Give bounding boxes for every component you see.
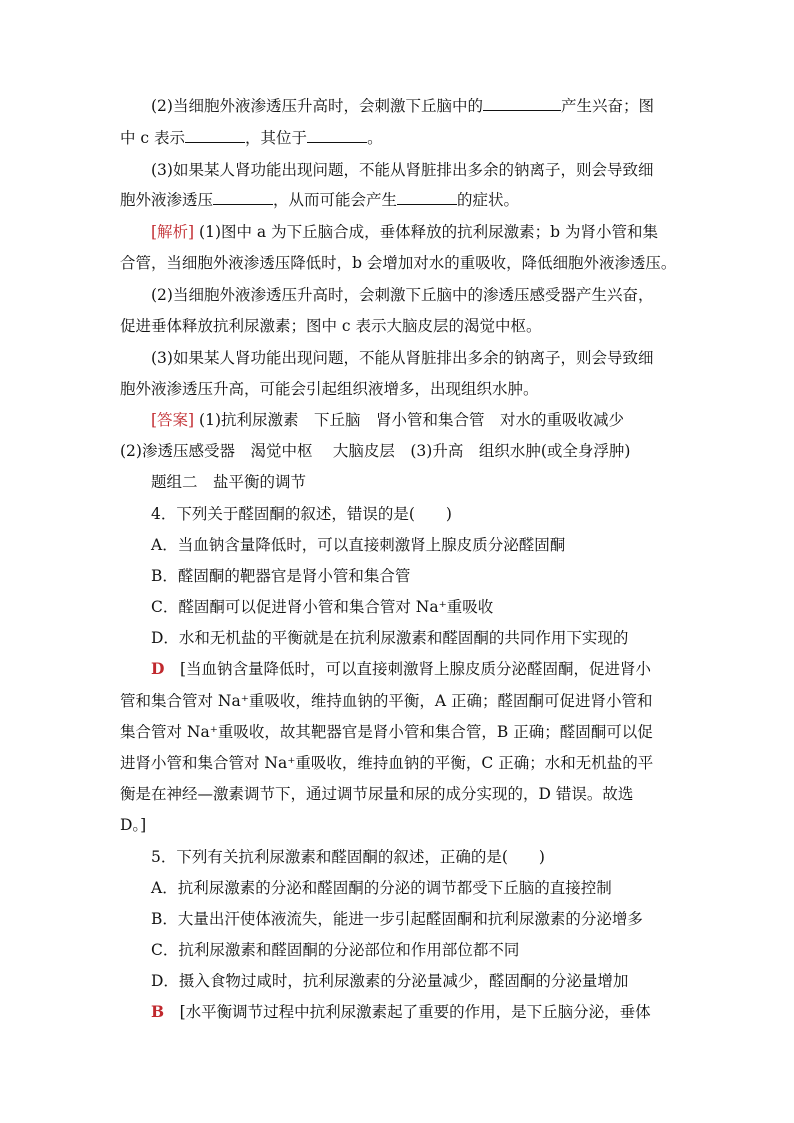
q2-text-b: ，其位于 — [245, 129, 308, 147]
q2-line1 — [151, 96, 654, 116]
q4-option-a: A．当血钠含量降低时，可以直接刺激肾上腺皮质分泌醛固酮 — [151, 536, 566, 554]
q3-line2 — [120, 190, 519, 210]
answer-text: (1)抗利尿激素 下丘脑 肾小管和集合管 对水的重吸收减少 — [194, 411, 624, 429]
q4-answer-letter: D — [151, 659, 165, 678]
q5-option-b: B．大量出汗使体液流失，能进一步引起醛固酮和抗利尿激素的分泌增多 — [151, 910, 643, 928]
q4-explanation-line1 — [151, 659, 651, 679]
analysis-p1-line2: 合管，当细胞外液渗透压降低时，b 会增加对水的重吸收，降低细胞外液渗透压。 — [120, 254, 677, 272]
answer-line1 — [151, 410, 624, 430]
q5-option-d: D．摄入食物过咸时，抗利尿激素的分泌量减少，醛固酮的分泌量增加 — [151, 972, 629, 990]
q5-option-a: A．抗利尿激素的分泌和醛固酮的分泌的调节都受下丘脑的直接控制 — [151, 879, 612, 897]
q4-explanation-line4: 进肾小管和集合管对 Na⁺重吸收，维持血钠的平衡，C 正确；水和无机盐的平 — [120, 754, 654, 772]
analysis-p2-line1: (2)当细胞外液渗透压升高时，会刺激下丘脑中的渗透压感受器产生兴奋， — [151, 286, 654, 304]
q4-explanation-line3: 集合管对 Na⁺重吸收，故其靶器官是肾小管和集合管，B 正确；醛固酮可以促 — [120, 723, 653, 741]
q2-text-c: 。 — [367, 129, 383, 147]
q3-blank-2 — [397, 190, 457, 205]
group2-title: 题组二 盐平衡的调节 — [151, 473, 307, 491]
analysis-p3-line1: (3)如果某人肾功能出现问题，不能从肾脏排出多余的钠离子，则会导致细 — [151, 349, 654, 367]
analysis-text: (1)图中 a 为下丘脑合成，垂体释放的抗利尿激素；b 为肾小管和集 — [194, 223, 658, 241]
q5-explanation-line1 — [151, 1002, 651, 1022]
q4-explanation-line2: 管和集合管对 Na⁺重吸收，维持血钠的平衡，A 正确；醛固酮可促进肾小管和 — [120, 692, 653, 710]
q5-stem: 5．下列有关抗利尿激素和醛固酮的叙述，正确的是( ) — [151, 848, 545, 866]
q5-explanation-text: [水平衡调节过程中抗利尿激素起了重要的作用，是下丘脑分泌，垂体 — [164, 1003, 651, 1021]
q2-blank-3 — [307, 128, 367, 143]
q2-text: (2)当细胞外液渗透压升高时，会刺激下丘脑中的 — [151, 97, 483, 115]
q4-stem: 4．下列关于醛固酮的叙述，错误的是( ) — [151, 505, 452, 523]
q5-option-c: C．抗利尿激素和醛固酮的分泌部位和作用部位都不同 — [151, 941, 520, 959]
analysis-p3-line2: 胞外液渗透压升高，可能会引起组织液增多，出现组织水肿。 — [120, 380, 539, 398]
q4-explanation-line5: 衡是在神经—激素调节下，通过调节尿量和尿的成分实现的，D 错误。故选 — [120, 785, 634, 803]
q5-answer-letter: B — [151, 1002, 165, 1021]
analysis-p2-line2: 促进垂体释放抗利尿激素；图中 c 表示大脑皮层的渴觉中枢。 — [120, 317, 542, 335]
q3-text-c: 的症状。 — [457, 191, 520, 209]
q2-text-post: 产生兴奋；图 — [560, 97, 654, 115]
analysis-p1-line1 — [151, 222, 658, 242]
answer-tag: [答案] — [151, 411, 195, 429]
q4-explanation-line6: D。] — [120, 816, 147, 834]
q2-line2 — [120, 128, 383, 148]
q2-text-a: 中 c 表示 — [120, 129, 186, 147]
q3-text-b: ，从而可能会产生 — [273, 191, 398, 209]
q3-line1: (3)如果某人肾功能出现问题，不能从肾脏排出多余的钠离子，则会导致细 — [151, 161, 654, 179]
q4-option-b: B．醛固酮的靶器官是肾小管和集合管 — [151, 567, 411, 585]
q3-text-a: 胞外液渗透压 — [120, 191, 214, 209]
answer-line2: (2)渗透压感受器 渴觉中枢 大脑皮层 (3)升高 组织水肿(或全身浮肿) — [120, 442, 631, 460]
q2-blank-2 — [185, 128, 245, 143]
q4-option-d: D．水和无机盐的平衡就是在抗利尿激素和醛固酮的共同作用下实现的 — [151, 629, 629, 647]
q4-option-c: C．醛固酮可以促进肾小管和集合管对 Na⁺重吸收 — [151, 598, 494, 616]
analysis-tag: [解析] — [151, 223, 195, 241]
q4-explanation-text: [当血钠含量降低时，可以直接刺激肾上腺皮质分泌醛固酮，促进肾小 — [164, 660, 652, 678]
q2-blank-1 — [483, 96, 561, 111]
q3-blank-1 — [213, 190, 273, 205]
